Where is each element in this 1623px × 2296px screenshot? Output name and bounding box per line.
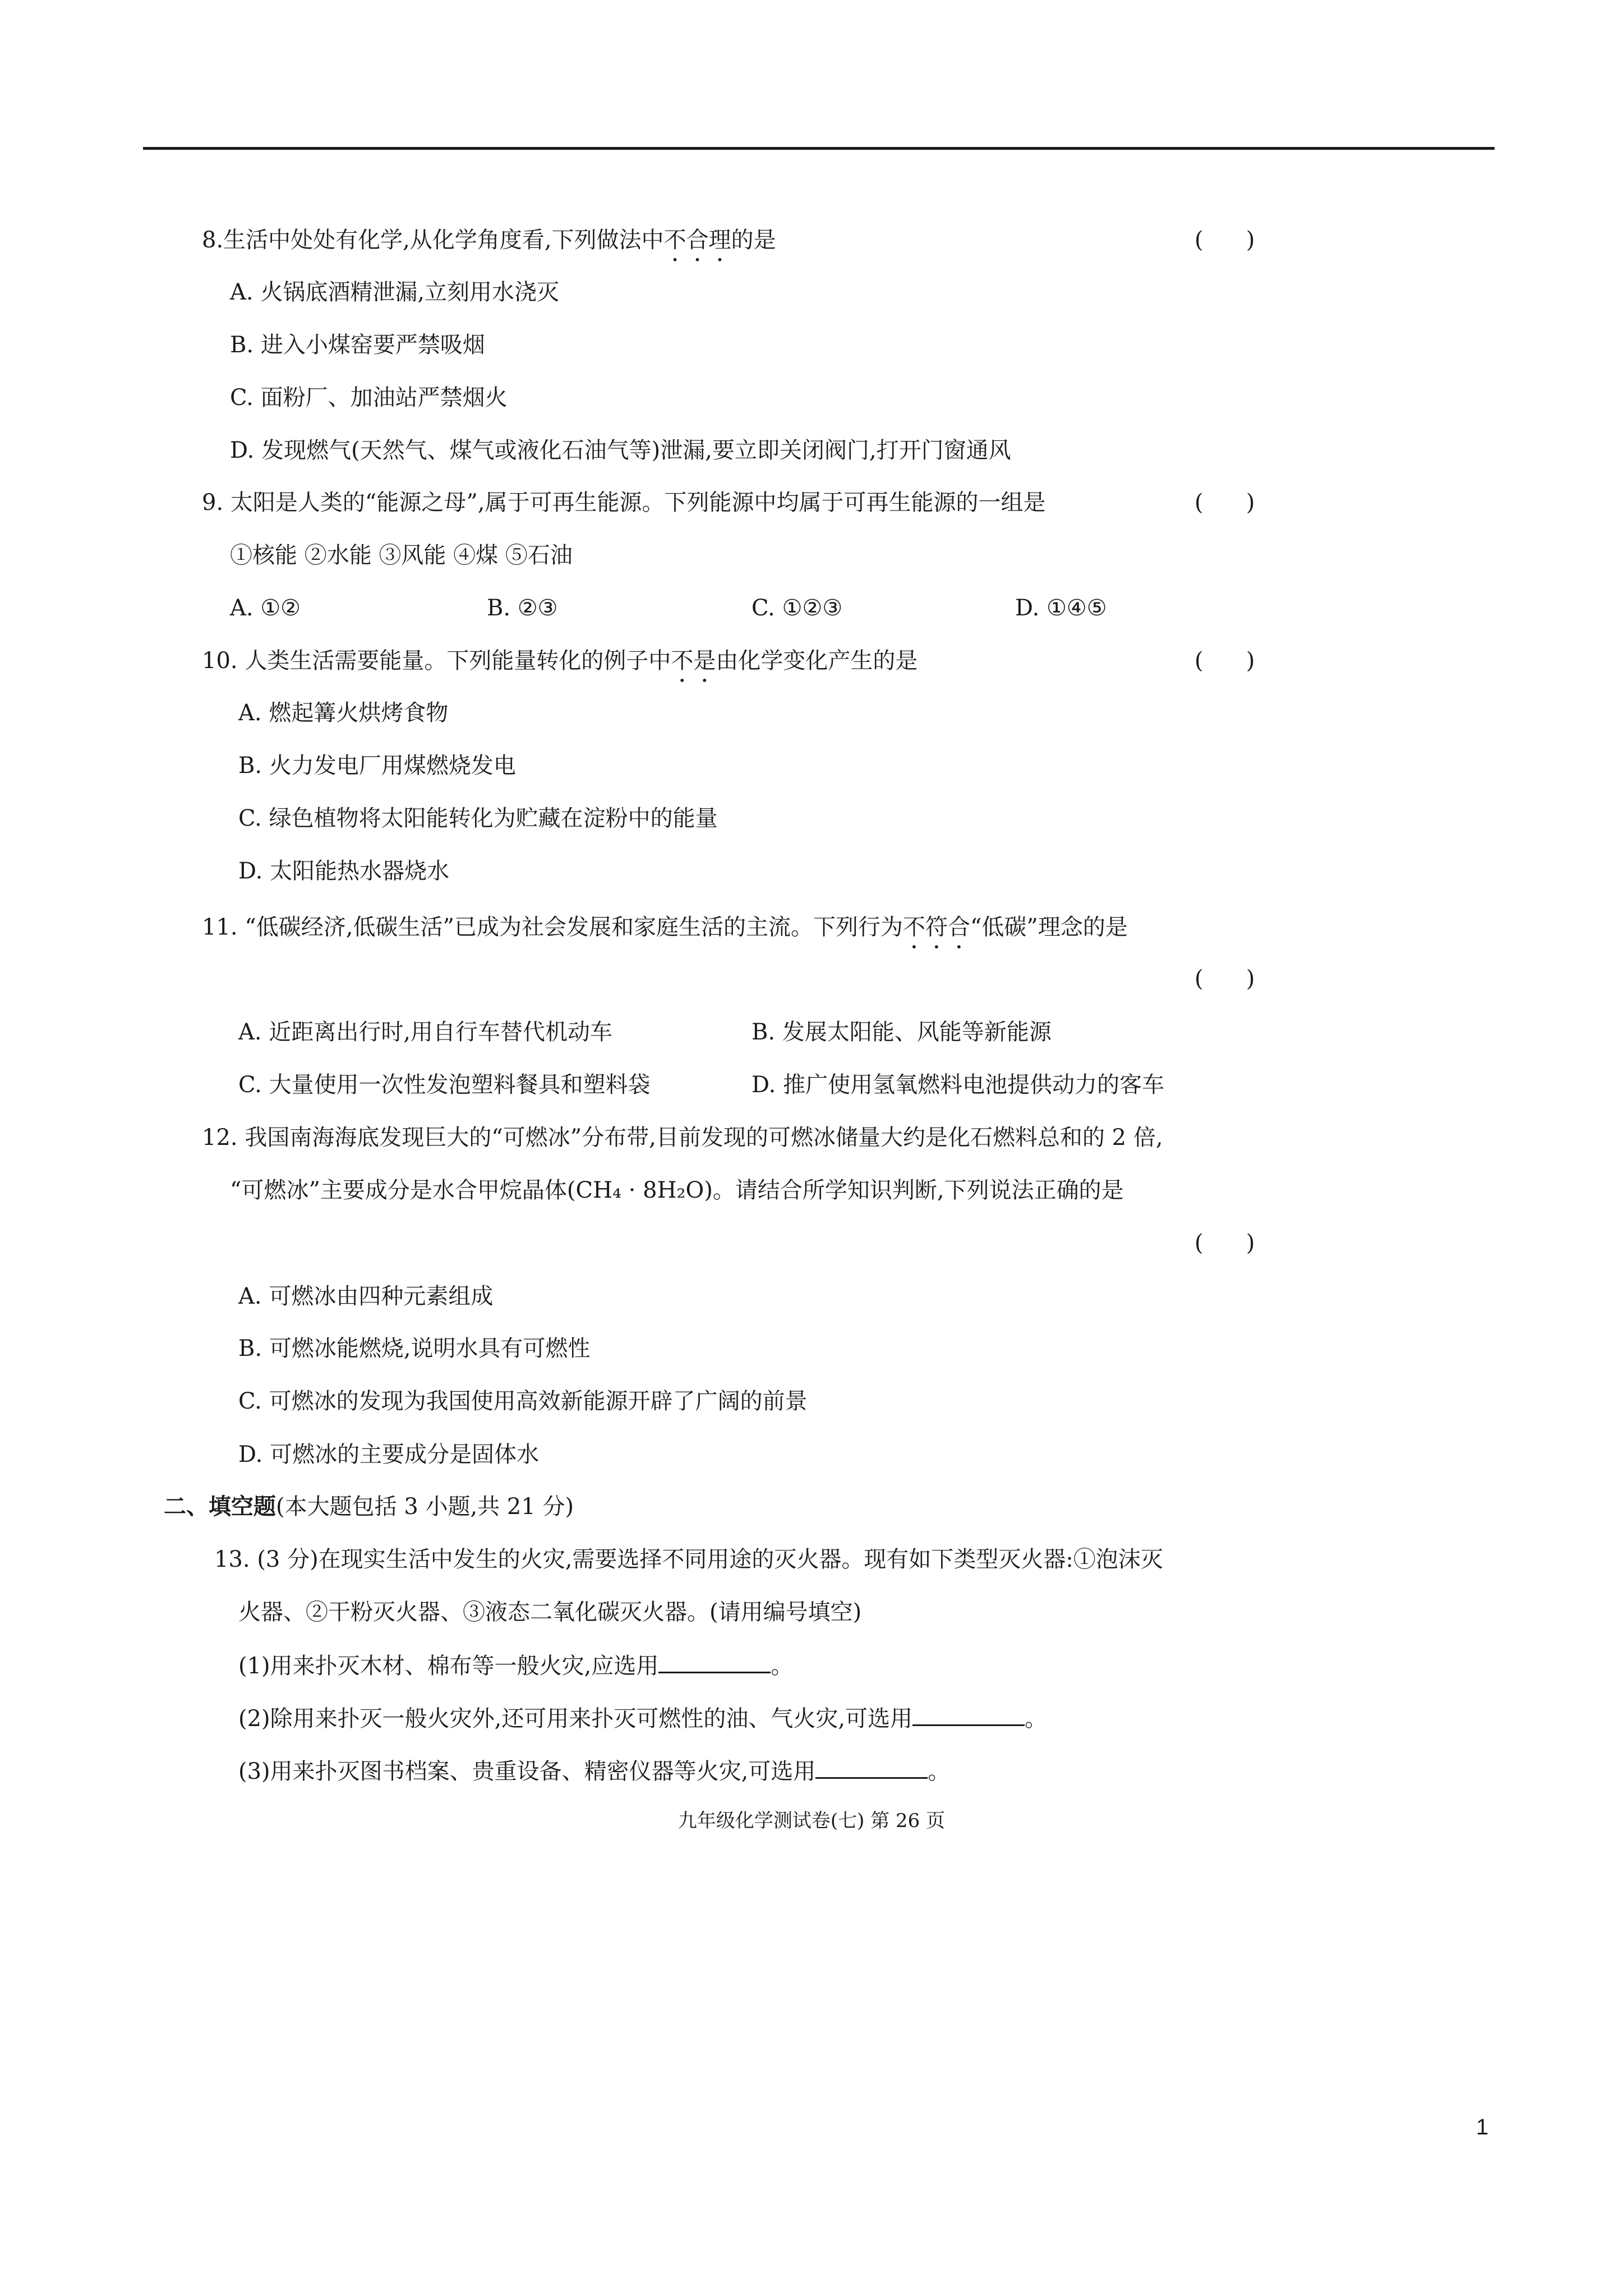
q8-option-d: D. 发现燃气(天然气、煤气或液化石油气等)泄漏,要立即关闭阀门,打开门窗通风 <box>230 438 1011 463</box>
q9-option-c: C. ①②③ <box>751 595 843 621</box>
q11-option-a: A. 近距离出行时,用自行车替代机动车 <box>238 1019 613 1045</box>
q9-option-a: A. ①② <box>230 595 301 621</box>
q13-blank-3[interactable] <box>815 1755 928 1779</box>
q11-option-b: B. 发展太阳能、风能等新能源 <box>751 1019 1052 1045</box>
q11-option-c: C. 大量使用一次性发泡塑料餐具和塑料袋 <box>238 1072 651 1098</box>
q13-stem-line1: 13. (3 分)在现实生活中发生的火灾,需要选择不同用途的灭火器。现有如下类型灭火器:①泡沫灭 <box>214 1547 1163 1572</box>
section-2-heading: 二、填空题(本大题包括 3 小题,共 21 分) <box>164 1493 574 1520</box>
q9-energy-list: ①核能 ②水能 ③风能 ④煤 ⑤石油 <box>230 542 573 568</box>
header-rule <box>143 147 1495 150</box>
q13-stem-line2: 火器、②干粉灭火器、③液态二氧化碳灭火器。(请用编号填空) <box>238 1599 862 1625</box>
q8-option-a: A. 火锅底酒精泄漏,立刻用水浇灭 <box>230 279 560 305</box>
q10-answer-parens: ( ) <box>1195 648 1255 674</box>
q9-answer-parens: ( ) <box>1195 490 1255 516</box>
page-footer: 九年级化学测试卷(七) 第 26 页 <box>677 1810 946 1832</box>
q10-stem: 10. 人类生活需要能量。下列能量转化的例子中不是由化学变化产生的是 <box>202 648 918 674</box>
q11-option-d: D. 推广使用氢氧燃料电池提供动力的客车 <box>751 1072 1165 1098</box>
q9-stem: 9. 太阳是人类的“能源之母”,属于可再生能源。下列能源中均属于可再生能源的一组是 <box>202 490 1046 516</box>
q13-blank-1[interactable] <box>658 1649 771 1673</box>
q11-answer-parens: ( ) <box>1195 966 1255 992</box>
q12-option-d: D. 可燃冰的主要成分是固体水 <box>238 1442 540 1467</box>
q9-option-b: B. ②③ <box>487 595 558 621</box>
q12-answer-parens: ( ) <box>1195 1230 1255 1256</box>
q10-option-c: C. 绿色植物将太阳能转化为贮藏在淀粉中的能量 <box>238 806 718 831</box>
q10-option-a: A. 燃起篝火烘烤食物 <box>238 700 449 726</box>
q8-option-b: B. 进入小煤窑要严禁吸烟 <box>230 332 485 358</box>
q8-option-c: C. 面粉厂、加油站严禁烟火 <box>230 385 508 411</box>
q13-part-3: (3)用来扑灭图书档案、贵重设备、精密仪器等火灾,可选用 。 <box>238 1755 950 1787</box>
q10-option-d: D. 太阳能热水器烧水 <box>238 858 450 884</box>
q11-stem: 11. “低碳经济,低碳生活”已成为社会发展和家庭生活的主流。下列行为不符合“低碳”理念的是 <box>202 914 1128 940</box>
q12-stem-line1: 12. 我国南海海底发现巨大的“可燃冰”分布带,目前发现的可燃冰储量大约是化石燃料总和的 2 倍, <box>202 1125 1163 1151</box>
q13-blank-2[interactable] <box>912 1702 1025 1726</box>
q12-option-c: C. 可燃冰的发现为我国使用高效新能源开辟了广阔的前景 <box>238 1388 808 1414</box>
q13-part-2: (2)除用来扑灭一般火灾外,还可用来扑灭可燃性的油、气火灾,可选用 。 <box>238 1702 1047 1734</box>
q12-stem-line2: “可燃冰”主要成分是水合甲烷晶体(CH₄ · 8H₂O)。请结合所学知识判断,下列说法正确的是 <box>230 1177 1124 1203</box>
q12-option-b: B. 可燃冰能燃烧,说明水具有可燃性 <box>238 1336 591 1361</box>
page-number: 1 <box>1476 2115 1489 2139</box>
q8-answer-parens: ( ) <box>1195 227 1255 253</box>
q9-option-d: D. ①④⑤ <box>1015 595 1107 621</box>
q12-option-a: A. 可燃冰由四种元素组成 <box>238 1283 494 1309</box>
q13-part-1: (1)用来扑灭木材、棉布等一般火灾,应选用 。 <box>238 1649 793 1682</box>
q8-stem: 8.生活中处处有化学,从化学角度看,下列做法中不合理的是 <box>202 227 776 253</box>
q10-option-b: B. 火力发电厂用煤燃烧发电 <box>238 753 516 779</box>
